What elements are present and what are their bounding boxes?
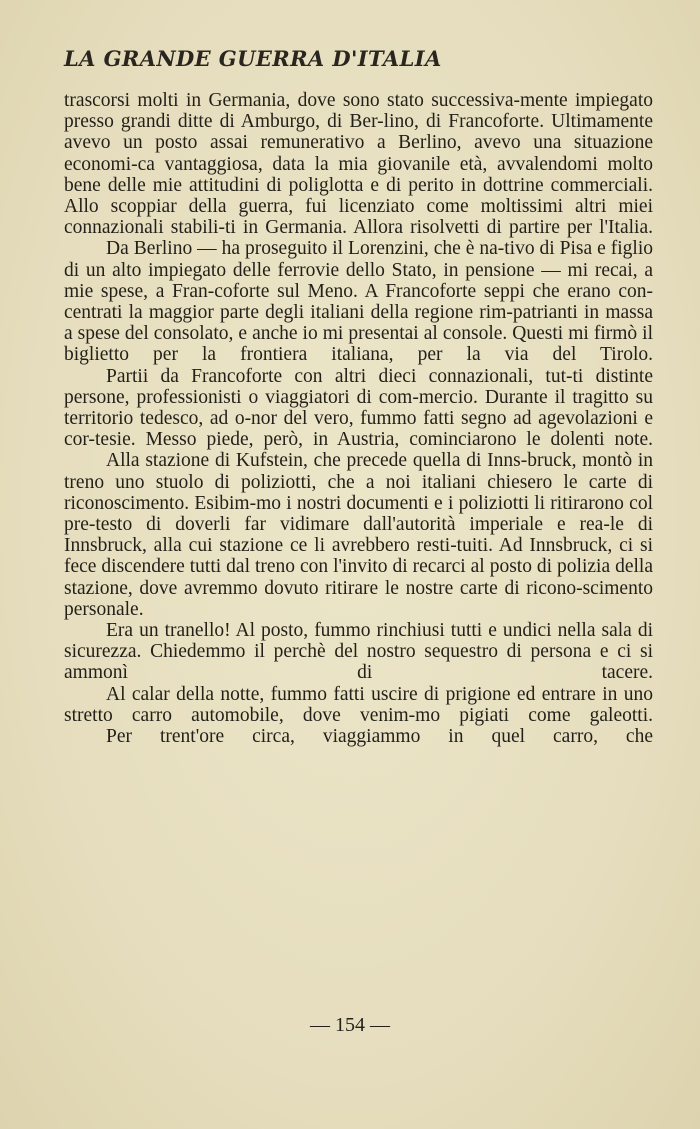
paragraph: Da Berlino — ha proseguito il Lorenzini, che è na-tivo di Pisa e figlio di un alto impiegato delle ferrovie dello Stato, in pensione — mi recai, a mie spese, a Fran-coforte sul Meno. A Francoforte seppi che erano con-centrati la maggior parte degli italiani della regione rim-patrianti in massa a spese del consolato, e anche io mi presentai al console. Questi mi firmò il biglietto per la frontiera italiana, per la via del Tirolo.: [64, 238, 653, 366]
paragraph: Alla stazione di Kufstein, che precede quella di Inns-bruck, montò in treno uno stuolo di poliziotti, che a noi italiani chiesero le carte di riconoscimento. Esibim-mo i nostri documenti e i poliziotti li ritirarono col pre-testo di doverli far vidimare dall'autorità imperiale e rea-le di Innsbruck, alla cui stazione ce li avrebbero resti-tuiti. Ad Innsbruck, ci si fece discendere tutti dal treno con l'invito di recarci al posto di polizia della stazione, dove avremmo dovuto ritirare le nostre carte di ricono-scimento personale.: [64, 450, 653, 620]
paragraph: Per trent'ore circa, viaggiammo in quel carro, che: [106, 726, 653, 748]
page-number: — 154 —: [310, 1014, 390, 1036]
body-text: [64, 90, 653, 747]
paragraph: Era un tranello! Al posto, fummo rinchiusi tutti e undici nella sala di sicurezza. Chiedemmo il perchè del nostro sequestro di persona e ci si ammonì di tacere.: [64, 620, 653, 684]
running-head: LA GRANDE GUERRA D'ITALIA: [64, 46, 442, 71]
paragraph: Partii da Francoforte con altri dieci connazionali, tut-ti distinte persone, professionisti o viaggiatori di com-mercio. Durante il tragitto su territorio tedesco, ad o-nor del vero, fummo fatti segno ad agevolazioni e cor-tesie. Messo piede, però, in Austria, cominciarono le dolenti note.: [64, 365, 653, 451]
paragraph: Al calar della notte, fummo fatti uscire di prigione ed entrare in uno stretto carro automobile, dove venim-mo pigiati come galeotti.: [64, 683, 653, 726]
paragraph: trascorsi molti in Germania, dove sono stato successiva-mente impiegato presso grandi ditte di Amburgo, di Ber-lino, di Francoforte. Ultimamente avevo un posto assai remunerativo a Berlino, avevo una situazione economi-ca vantaggiosa, data la mia giovanile età, avvalendomi molto bene delle mie attitudini di poliglotta e di perito in dottrine commerciali. Allo scoppiar della guerra, fui licenziato come moltissimi altri miei connazionali stabili-ti in Germania. Allora risolvetti di partire per l'Italia.: [64, 90, 653, 239]
